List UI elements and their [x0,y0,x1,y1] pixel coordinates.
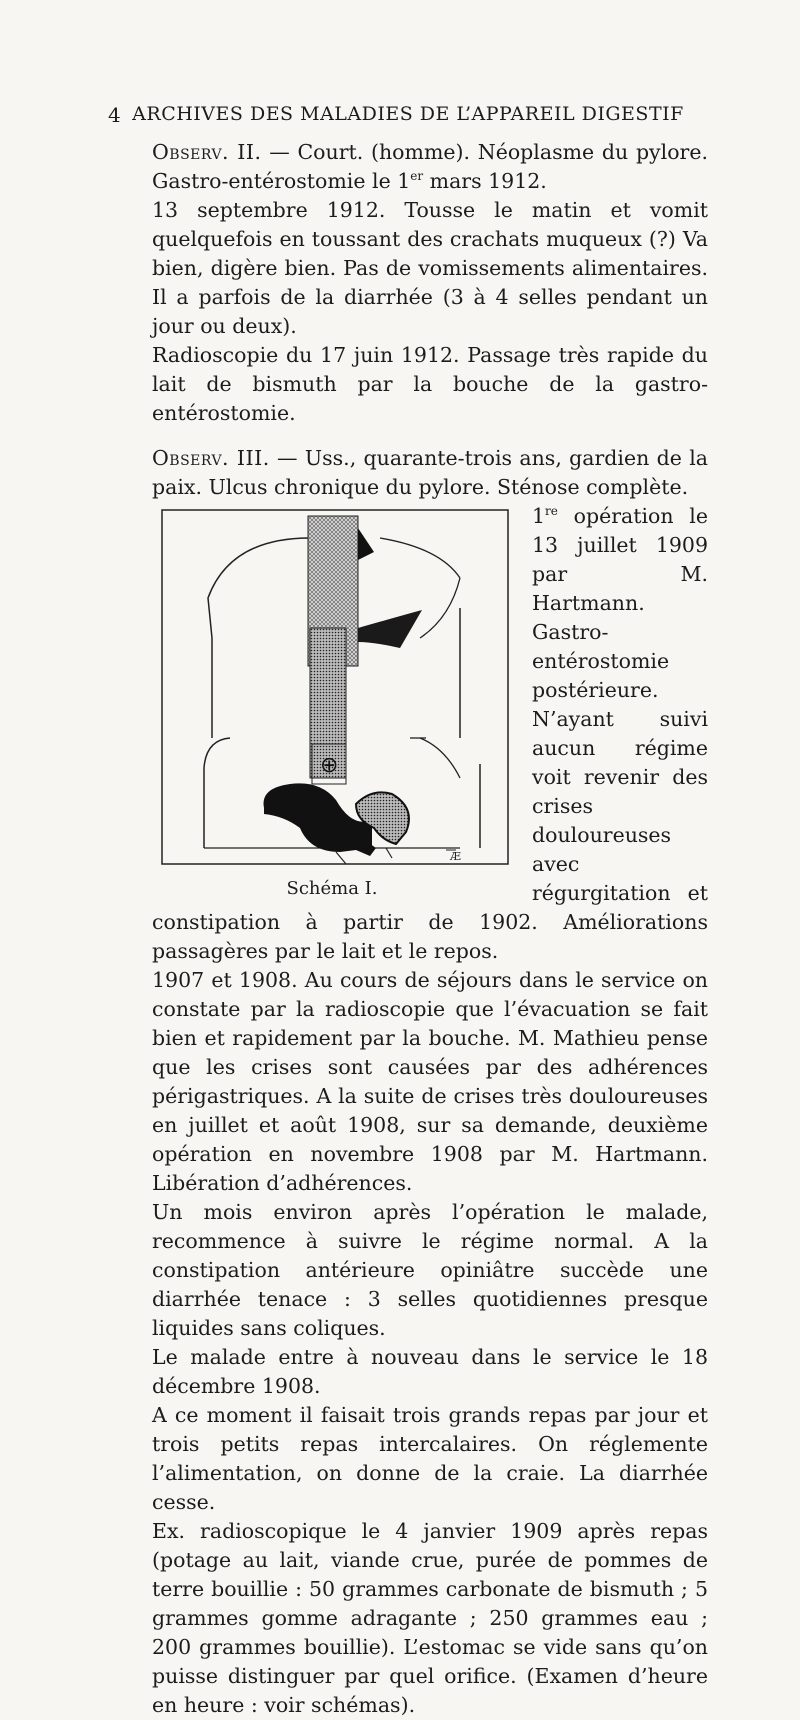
obs2-sup: er [410,169,424,184]
obs2-text-end: mars 1912. [423,169,547,193]
obs3-intro: — Uss., quarante-trois ans, gardien de la paix. Ulcus chronique du pylore. Sténose complète. [152,446,708,499]
obs2-paragraph-2: 13 septembre 1912. Tousse le matin et vomit quelquefois en toussant des crachats muqueux (?) Va bien, digère bien. Pas de vomissements alimentaires. Il a parfois de la diarrhée (3 à 4 selles pendant un jour ou deux). [152,198,708,338]
obs2-paragraph-3: Radioscopie du 17 juin 1912. Passage très rapide du lait de bismuth par la bouche de la gastro-entérostomie. [152,343,708,425]
obs3-op1-sup: re [545,504,558,519]
schema-corner-label: Æ [450,850,462,863]
obs3-paragraph-2: 1907 et 1908. Au cours de séjours dans le service on constate par la radioscopie que l’évacuation se fait bien et rapidement par la bouche. M. Mathieu pense que les crises sont causées par des adhérences périgastriques. A la suite de crises très douloureuses en juillet et août 1908, sur sa demande, deuxième opération en novembre 1908 par M. Hartmann. Libération d’adhérences. [152,968,708,1195]
page-number: 4 [108,103,121,127]
obs2-label: Observ. II. [152,140,262,164]
obs3-heading-paragraph [152,444,708,502]
obs3-paragraph-4: Le malade entre à nouveau dans le service le 18 décembre 1908. [152,1345,708,1398]
figure-caption: Schéma I. [286,878,378,899]
obs3-op1-num: 1 [532,504,546,528]
article-body [152,138,708,1720]
obs3-op1-text: opération le 13 juillet 1909 par M. Hartmann. Gastro-entérostomie postérieure. N’ayant suivi aucun régime voit revenir des crises douloureuses avec régurgitation et constipation à partir de 1902. Améliorations passagères par le lait et le repos. [152,504,708,963]
obs3-paragraph-6: Ex. radioscopique le 4 janvier 1909 après repas (potage au lait, viande crue, purée de pommes de terre bouillie : 50 grammes carbonate de bismuth ; 5 grammes gomme adragante ; 250 grammes eau ; 200 grammes bouillie). L’estomac se vide sans qu’on puisse distinguer par quel orifice. (Examen d’heure en heure : voir schémas). [152,1519,708,1717]
obs2-text: — Court. (homme). Néoplasme du pylore. Gastro-entérostomie le 1 [152,140,708,193]
running-title: ARCHIVES DES MALADIES DE L’APPAREIL DIGESTIF [132,103,684,125]
stomach-schema-drawing [160,508,512,868]
obs3-label: Observ. III. [152,446,270,470]
schema-marker-symbol: ⊕ [320,753,339,778]
obs2-heading-paragraph [152,138,708,196]
schema-figure [152,508,520,900]
obs3-paragraph-3: Un mois environ après l’opération le malade, recommence à suivre le régime normal. A la constipation antérieure opiniâtre succède une diarrhée tenace : 3 selles quotidiennes presque liquides sans coliques. [152,1200,708,1340]
running-header [108,103,708,133]
obs3-paragraph-5: A ce moment il faisait trois grands repas par jour et trois petits repas intercalaires. On réglemente l’alimentation, on donne de la craie. La diarrhée cesse. [152,1403,708,1514]
